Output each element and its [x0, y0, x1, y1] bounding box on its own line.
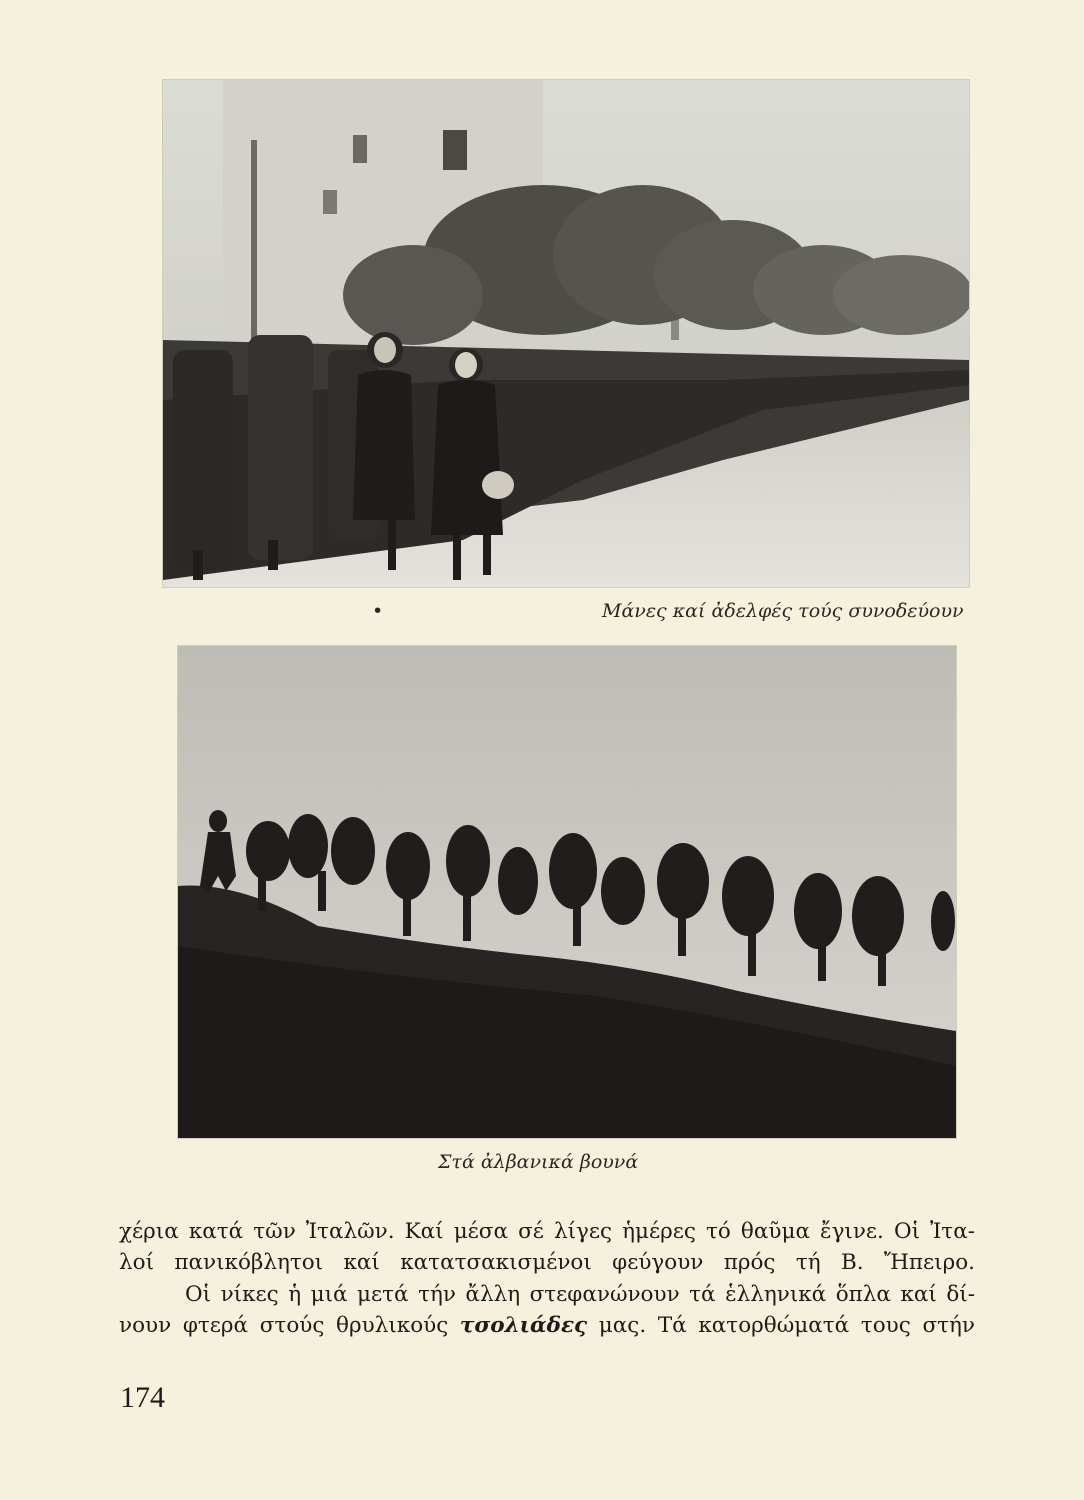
- figure-caption-1: [372, 600, 964, 622]
- body-text-line: Οἱ νίκες ἡ μιά μετά τήν ἄλλη στεφανώνουν τά ἑλληνικά ὅπλα καί δί-: [185, 1282, 975, 1307]
- body-text-segment: μας. Τά κατορθώματά τους στήν: [587, 1313, 975, 1338]
- photo-women-escorting-soldiers: [163, 80, 969, 587]
- body-text-segment: νουν φτερά στούς θρυλικούς: [119, 1313, 460, 1338]
- caption-text: Μάνες καί ἀδελφές τούς συνοδεύουν: [602, 600, 964, 622]
- body-text-line: χέρια κατά τῶν Ἰταλῶν. Καί μέσα σέ λίγες ἡμέρες τό θαῦμα ἔγινε. Οἱ Ἰτα-: [119, 1219, 975, 1244]
- photo-soldiers-on-mountains: [178, 646, 956, 1138]
- emphasized-word: τσολιάδες: [459, 1313, 588, 1338]
- body-text-line: [119, 1310, 975, 1341]
- body-text-line: λοί πανικόβλητοι καί κατατσακισμένοι φεύγουν πρός τή Β. Ἤπειρο.: [119, 1250, 975, 1275]
- caption-bullet: •: [372, 600, 384, 622]
- page-number: 174: [120, 1381, 165, 1414]
- figure-caption-2: Στά ἀλβανικά βουνά: [438, 1151, 639, 1173]
